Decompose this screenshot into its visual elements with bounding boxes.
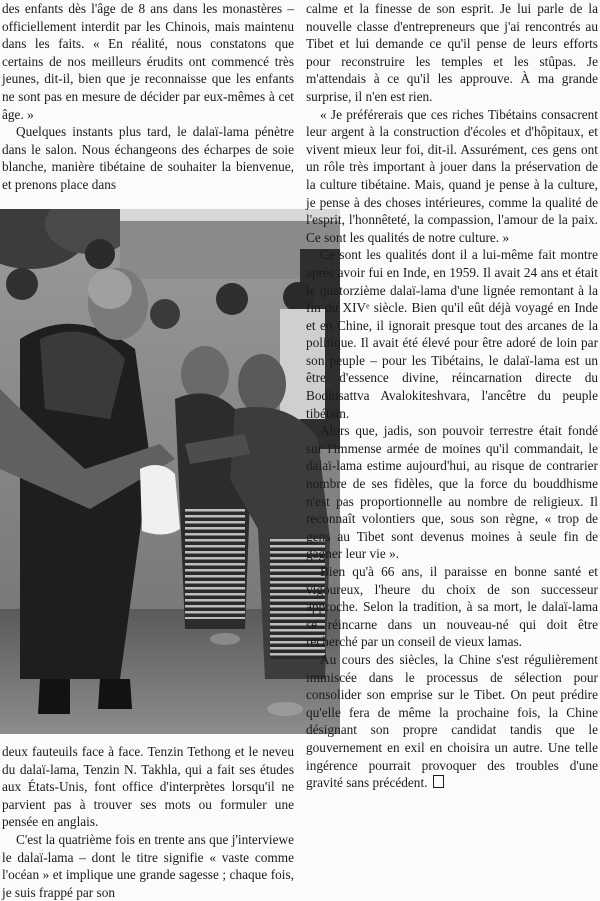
right-column: [306, 0, 598, 792]
end-of-article-icon: [433, 775, 444, 788]
paragraph: deux fauteuils face à face. Tenzin Tethong et le neveu du dalaï-lama, Tenzin N. Takhla, qui a fait ses études aux États-Unis, font office d'interprètes lorsqu'il ne parvient pas à trouver ses mots ou formuler une pensée en anglais.: [2, 744, 294, 830]
paragraph: des enfants dès l'âge de 8 ans dans les monastères – officiellement interdit par les Chinois, mais maintenu dans les faits. « En réalité, nous constatons que certains de nos meilleurs érudits ont commencé très jeunes, dit-il, bien que je reconnaisse que les enfants ne sont pas en mesure de décider par eux-mêmes à cet âge. »: [2, 1, 294, 122]
paragraph-text: Au cours des siècles, la Chine s'est régulièrement immiscée dans le processus de sélection pour consolider son emprise sur le Tibet. On peut prédire qu'elle fera de même la prochaine fois, la Chine désignant son propre candidat tandis que le gouvernement en exil en choisira un autre. Une telle ingérence pourrait provoquer des troubles d'une gravité sans précédent.: [306, 651, 598, 791]
paragraph: Ce sont les qualités dont il a lui-même fait montre après avoir fui en Inde, en 1959. Il avait 24 ans et était le quatorzième dalaï-lama d'une lignée remontant à la fin du XIVᵉ siècle. Bien qu'il eût déjà voyagé en Inde et en Chine, il ignorait presque tout des arcanes de la politique. Il avait été élevé pour être adoré de loin par son peuple – pour les Tibétains, le dalaï-lama est un être d'essence divine, réincarnation directe du Bodhisattva Avalokiteshvara, l'ancêtre du peuple tibétain.: [306, 247, 598, 421]
left-column-bottom: [2, 743, 294, 901]
paragraph: Alors que, jadis, son pouvoir terrestre était fondé sur l'immense armée de moines qu'il commandait, le dalaï-lama estime aujourd'hui, au risque de contrarier nombre de ses fidèles, que la force du bouddhisme n'est pas proportionnelle au nombre de religieux. Il reconnaît volontiers que, sous son règne, « trop de gens au Tibet sont devenus moines à seule fin de gagner leur vie ».: [306, 423, 598, 562]
paragraph-last: [306, 651, 598, 792]
paragraph: C'est la quatrième fois en trente ans que j'interviewe le dalaï-lama – dont le titre signifie « vaste comme l'océan » et implique une grande sagesse ; chaque fois, je suis frappé par son: [2, 831, 294, 900]
paragraph: calme et la finesse de son esprit. Je lui parle de la nouvelle classe d'entrepreneurs que j'ai rencontrés au Tibet et lui demande ce qu'il pense de leurs efforts pour reconstruire les temples et les stûpas. Je m'attendais à ce qu'il les approuve. À ma grande surprise, il n'en est rien.: [306, 1, 598, 104]
left-column-top: [2, 0, 294, 194]
paragraph: « Je préférerais que ces riches Tibétains consacrent leur argent à la construction d'écoles et d'hôpitaux, et vivent mieux leur foi, dit-il. Assurément, ces gens ont un rôle très important à jouer dans la préservation de la culture tibétaine. Mais, quand je pense à la culture, je pense à des choses intérieures, comme la qualité de l'esprit, l'honnêteté, la compassion, l'amour de la paix. Ce sont les qualités de notre culture. »: [306, 106, 598, 245]
paragraph: Quelques instants plus tard, le dalaï-lama pénètre dans le salon. Nous échangeons des écharpes de soie blanche, manière tibétaine de souhaiter la bienvenue, et prenons place dans: [2, 124, 294, 192]
paragraph: Bien qu'à 66 ans, il paraisse en bonne santé et vigoureux, l'heure du choix de son successeur approche. Selon la tradition, à sa mort, le dalaï-lama se réincarne dans un nouveau-né qui doit être recherché par un conseil de vieux lamas.: [306, 564, 598, 650]
photo-dalai-lama-greeting: [0, 209, 340, 734]
